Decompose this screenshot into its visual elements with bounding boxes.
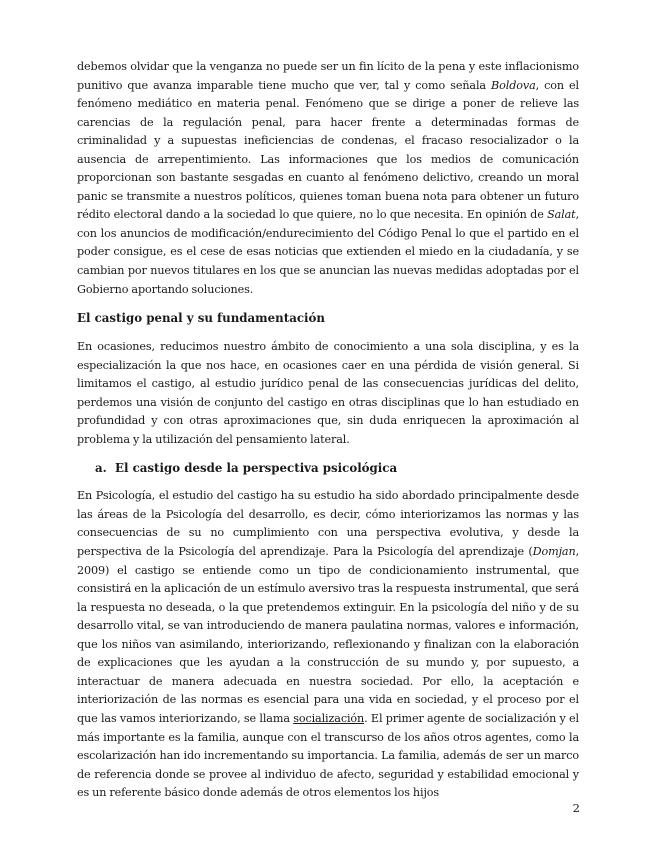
document-page [77, 58, 579, 803]
subsection-title: El castigo desde la perspectiva psicológica [115, 461, 398, 476]
paragraph-specialization [77, 338, 579, 449]
text-run: , 2009) el castigo se entiende como un tipo de condicionamiento instrumental, que consistirá en la aplicación de un estímulo aversivo tras la respuesta instrumental, que será la respuesta no deseada, o la que pretendemos extinguir. En la psicología del niño y de su desarrollo vital, se van introduciendo de manera paulatina normas, valores e información, que los niños van asimilando, interiorizando, reflexionando y finalizan con la elaboración de explicaciones que les ayudan a la construcción de su mundo y, por supuesto, a interactuar de manera adecuada en nuestra sociedad. Por ello, la aceptación e interiorización de las normas es esencial para una vida en sociedad, y el proceso por el que las vamos interiorizando, se llama [77, 545, 579, 725]
text-run: En ocasiones, reducimos nuestro ámbito de conocimiento a una sola disciplina, y es la especialización la que nos hace, en ocasiones caer en una pérdida de visión general. Si limitamos el castigo, al estudio jurídico penal de las consecuencias jurídicas del delito, perdemos una visión de conjunto del castigo en otras disciplinas que lo han estudiado en profundidad y con otras aproximaciones que, sin duda enriquecen la aproximación al problema y la utilización del pensamiento lateral. [77, 340, 579, 446]
page-number: 2 [572, 801, 580, 815]
italic-citation: Salat [547, 208, 576, 222]
underlined-term: socialización [293, 711, 365, 725]
subsection-number: a. [95, 461, 107, 476]
paragraph-media-punitivism [77, 58, 579, 299]
subsection-heading [77, 459, 579, 477]
text-run: , con los anuncios de modificación/endurecimiento del Código Penal lo que el partido en el poder consigue, es el cese de esas noticias que extienden el miedo en la ciudadanía, y se cambian por nuevos titulares en los que se anuncian las nuevas medidas adoptadas por el Gobierno aportando soluciones. [77, 208, 579, 296]
italic-citation: Boldova [491, 78, 536, 92]
text-run: debemos olvidar que la venganza no puede ser un fin lícito de la pena y este inflacionismo punitivo que avanza imparable tiene mucho que ver, tal y como señala [77, 60, 579, 92]
text-run: . El primer agente de socialización y el más importante es la familia, aunque con el transcurso de los años otros agentes, como la escolarización han ido incrementando su importancia. La familia, además de ser un marco de referencia donde se provee al individuo de afecto, seguridad y estabilidad emocional y es un referente básico donde además de otros elementos los hijos [77, 711, 579, 800]
italic-citation: Domjan [532, 545, 576, 559]
paragraph-psychology [77, 487, 579, 802]
text-run: En Psicología, el estudio del castigo ha su estudio ha sido abordado principalmente desde las áreas de la Psicología del desarrollo, es decir, cómo interiorizamos las normas y las consecuencias de su no cumplimiento con una perspectiva evolutiva, y desde la perspectiva de la Psicología del aprendizaje. Para la Psicología del aprendizaje ( [77, 489, 579, 559]
text-run: , con el fenómeno mediático en materia penal. Fenómeno que se dirige a poner de relieve las carencias de la regulación penal, para hacer frente a determinadas formas de criminalidad y a supuestas ineficiencias de condenas, el fracaso resocializador o la ausencia de arrepentimiento. Las informaciones que los medios de comunicación proporcionan son bastante sesgadas en cuanto al fenómeno delictivo, creando un moral panic se transmite a nuestros políticos, quienes toman buena nota para obtener un futuro rédito electoral dando a la sociedad lo que quiere, no lo que necesita. En opinión de [77, 78, 579, 222]
section-heading: El castigo penal y su fundamentación [77, 311, 325, 326]
